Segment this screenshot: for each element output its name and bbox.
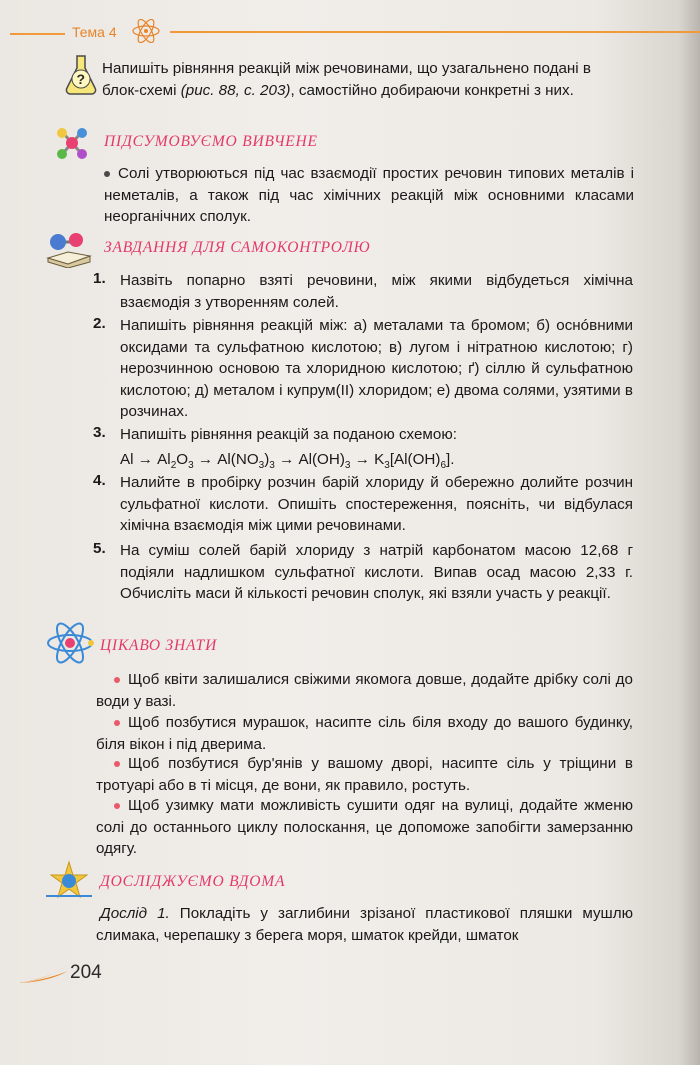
bullet-icon bbox=[114, 720, 120, 726]
interesting-item: Щоб квіти залишалися свіжими якомога довше, додайте дрібку солі до води у вазі. bbox=[96, 671, 633, 710]
lab-research-icon bbox=[42, 860, 96, 904]
figure-reference: (рис. 88, с. 203) bbox=[180, 81, 291, 99]
atom-orbit-icon bbox=[44, 620, 96, 666]
page-number: 204 bbox=[70, 962, 102, 983]
summary-title: ПІДСУМОВУЄМО ВИВЧЕНЕ bbox=[104, 133, 318, 150]
task-number: 1. bbox=[93, 270, 106, 287]
interesting-item: Щоб позбутися мурашок, насипте сіль біля входу до вашого будинку, біля вікон і під дверима. bbox=[96, 714, 633, 753]
interesting-item: Щоб узимку мати можливість сушити одяг на вулиці, додайте жменю солі до останнього циклу полоскання, це допоможе запобігти замерзанню одягу. bbox=[96, 797, 633, 857]
task-number: 5. bbox=[93, 540, 106, 557]
summary-item: Солі утворюються під час взаємодії простих речовин типових металів і неметалів, а також під час хімічних реакцій між основними класами неорганічних сполук. bbox=[104, 165, 634, 225]
bullet-icon bbox=[114, 677, 120, 683]
book-molecule-icon bbox=[44, 228, 94, 268]
intro-text: Напишіть рівняння реакцій між речовинами, що узагальнено подані в блок-схемі (рис. 88, с. 203), самостійно добираючи конкретні з них. bbox=[102, 60, 591, 99]
task-text: Напишіть рівняння реакцій між: а) металами та бромом; б) оснóвними оксидами та сульфатною кислотою; в) лугом і нітратною кислотою; г) нерозчинною основою та хлоридною кислотою; ґ) сіллю й сульфатною кислотою; д) металом і купрум(ІІ) хлоридом; е) двома солями, узятими в розчинах. bbox=[120, 317, 633, 420]
atom-icon bbox=[130, 19, 162, 43]
bullet-icon bbox=[114, 803, 120, 809]
reaction-scheme: $Al \to Al_2O_3 \to Al(NO_3)_3 \to Al(OH)_3 \to K_3[Al(OH)_6]$. bbox=[120, 451, 455, 472]
experiment-label: Дослід 1. bbox=[100, 905, 170, 922]
task-number: 4. bbox=[93, 472, 106, 489]
task-text: Назвіть попарно взяті речовини, між якими відбудеться хімічна взаємодія з утворенням солей. bbox=[120, 272, 633, 311]
interesting-title: ЦІКАВО ЗНАТИ bbox=[100, 637, 218, 654]
bullet-icon bbox=[114, 761, 120, 767]
svg-text:?: ? bbox=[76, 71, 86, 87]
task-text: Напишіть рівняння реакцій за поданою схемою: bbox=[120, 426, 457, 443]
molecule-icon bbox=[52, 124, 94, 164]
research-title: ДОСЛІДЖУЄМО ВДОМА bbox=[100, 873, 286, 890]
task-number: 3. bbox=[93, 424, 106, 441]
task-number: 2. bbox=[93, 315, 106, 332]
tasks-title: ЗАВДАННЯ ДЛЯ САМОКОНТРОЛЮ bbox=[104, 239, 371, 256]
research-text: Дослід 1. Покладіть у заглибини зрізаної пластикової пляшки мушлю слимака, черепашку з берега моря, шматок крейди, шматок bbox=[96, 905, 633, 944]
question-flask-icon bbox=[64, 52, 98, 98]
header-rule-left bbox=[10, 33, 65, 35]
task-text: Налийте в пробірку розчин барій хлориду й обережно долийте розчин сульфатної кислоти. Опишіть спостереження, поясніть, чи відбулася хімічна взаємодія між цими речовинами. bbox=[120, 474, 633, 534]
header-rule-right bbox=[170, 31, 700, 33]
topic-label: Тема 4 bbox=[72, 24, 117, 40]
bullet-icon bbox=[104, 171, 110, 177]
interesting-item: Щоб позбутися бур'янів у вашому дворі, насипте сіль у тріщини в тротуарі або в ті місця, де вони, як правило, ростуть. bbox=[96, 755, 633, 794]
page-corner-decoration bbox=[18, 963, 70, 985]
task-text: На суміш солей барій хлориду з натрій карбонатом масою 12,68 г подіяли надлишком сульфатної кислоти. Випав осад масою 2,33 г. Обчисліть маси й кількості речовин сполук, які взяли участь у реакції. bbox=[120, 542, 633, 602]
